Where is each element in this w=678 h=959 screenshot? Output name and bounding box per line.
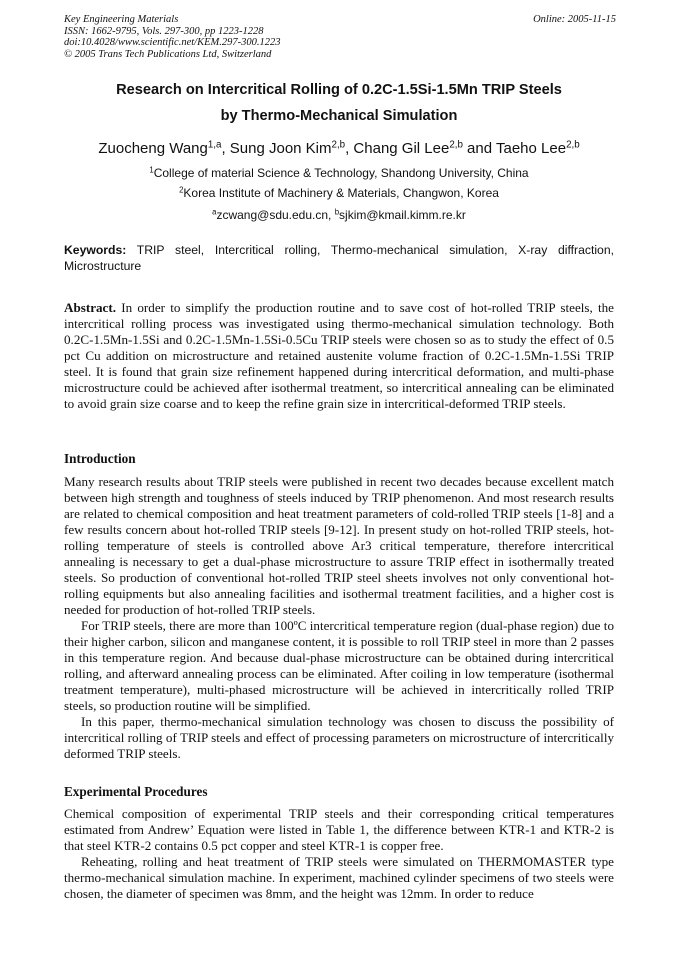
author-sup: 2,b	[449, 139, 463, 151]
author-sup: 2,b	[331, 139, 346, 151]
author-separator: and	[462, 140, 496, 157]
paper-title-line-2: by Thermo-Mechanical Simulation	[220, 108, 458, 124]
affiliation-text: College of material Science & Technology, Shandong University, China	[153, 166, 529, 180]
online-date: Online: 2005-11-15	[533, 14, 616, 25]
abstract	[64, 300, 614, 412]
author-emails	[20, 208, 658, 222]
author-list	[20, 140, 658, 157]
paragraph: Chemical composition of experimental TRIP steels and their corresponding critical temperatures estimated from Andrew’ Equation were listed in Table 1, the difference between KTR-1 and KTR-2 is that steel KTR-2 contains 0.5 pct copper and steel KTR-1 is copper free.	[64, 806, 614, 853]
section-heading-experimental: Experimental Procedures	[64, 784, 208, 799]
email-sup: a	[212, 207, 217, 217]
affiliation-sup: 2	[179, 185, 184, 195]
keywords-label: Keywords:	[64, 243, 127, 257]
email-link[interactable]: sjkim@kmail.kimm.re.kr	[339, 208, 466, 222]
author-name: Taeho Lee	[495, 140, 567, 157]
affiliation-sup: 1	[149, 165, 154, 175]
issn-line: ISSN: 1662-9795, Vols. 297-300, pp 1223-1228	[64, 25, 264, 37]
paper-title-line-1: Research on Intercritical Rolling of 0.2C-1.5Si-1.5Mn TRIP Steels	[116, 82, 562, 98]
abstract-label: Abstract.	[64, 300, 116, 315]
author-name: Zuocheng Wang	[98, 140, 208, 157]
author-separator: ,	[345, 140, 354, 157]
affiliation-2	[20, 186, 658, 200]
doi-line: doi:10.4028/www.scientific.net/KEM.297-300.1223	[64, 37, 281, 49]
section-heading-introduction: Introduction	[64, 451, 136, 466]
paragraph: For TRIP steels, there are more than 100ºC intercritical temperature region (dual-phase region) due to their higher carbon, silicon and manganese content, it is possible to roll TRIP steel in more than 2 passes in this temperature region. And because dual-phase microstructure can be obtained during intercritical rolling, and afterward annealing process can be eliminated. After coiling in low temperature (isothermal treatment temperature), multi-phased microstructure will be achieved in intercritically rolled TRIP steels, so production routine will be simplified.	[64, 618, 614, 713]
email-link[interactable]: zcwang@sdu.edu.cn,	[216, 208, 335, 222]
journal-header	[64, 14, 616, 60]
author-name: Sung Joon Kim	[229, 140, 332, 157]
keywords-text: TRIP steel, Intercritical rolling, Thermo-mechanical simulation, X-ray diffraction, Microstructure	[64, 243, 614, 273]
email-sup: b	[334, 207, 340, 217]
copyright-line: © 2005 Trans Tech Publications Ltd, Switzerland	[64, 48, 272, 60]
keywords	[64, 242, 614, 274]
introduction-body	[64, 474, 614, 762]
affiliation-text: Korea Institute of Machinery & Materials, Changwon, Korea	[183, 186, 499, 200]
author-sup: 2,b	[566, 139, 580, 151]
author-separator: ,	[221, 140, 230, 157]
paragraph: In this paper, thermo-mechanical simulation technology was chosen to discuss the possibility of intercritical rolling of TRIP steels and effect of processing parameters on microstructure of intercritically deformed TRIP steels.	[64, 714, 614, 761]
journal-name: Key Engineering Materials	[64, 14, 179, 25]
author-name: Chang Gil Lee	[353, 140, 450, 157]
author-sup: 1,a	[207, 139, 222, 151]
paragraph: Reheating, rolling and heat treatment of TRIP steels were simulated on THERMOMASTER type thermo-mechanical simulation machine. In experiment, machined cylinder specimens of two steels were chosen, the diameter of specimen was 8mm, and the height was 12mm. In order to reduce	[64, 854, 614, 901]
experimental-body	[64, 806, 614, 902]
abstract-text: In order to simplify the production routine and to save cost of hot-rolled TRIP steels, the intercritical rolling process was investigated using thermo-mechanical simulation technology. Both 0.2C-1.5Mn-1.5Si and 0.2C-1.5Mn-1.5Si-0.5Cu TRIP steels were chosen so as to study the effect of 0.5 pct Cu addition on microstructure and retained austenite volume fraction of 0.2C-1.5Mn-1.5Si TRIP steel. It is found that grain size refinement happened during intercritical deformation, and multi-phase microstructure could be achieved after isothermal treatment, so intercritical annealing can be eliminated to avoid grain size coarse and to keep the refine grain size in intercritical-deformed TRIP steels.	[64, 300, 614, 411]
affiliation-1	[20, 166, 658, 180]
paragraph: Many research results about TRIP steels were published in recent two decades because excellent match between high strength and toughness of steels induced by TRIP phenomenon. And most research results are related to chemical composition and heat treatment parameters of cold-rolled TRIP steels [1-8] and a few results concern about hot-rolled TRIP steels [9-12]. In present study on hot-rolled TRIP steels, hot-rolling temperature of steels is controlled above Ar3 critical temperature, therefore intercritical annealing is necessary to get a dual-phase microstructure to assure TRIP effect in isothermally treated steels. So production of conventional hot-rolled TRIP steel sheets involves not only conventional hot-rolling equipments but also annealing facilities and isothermal treatment facilities, and a higher cost is needed for production of hot-rolled TRIP steels.	[64, 474, 614, 617]
